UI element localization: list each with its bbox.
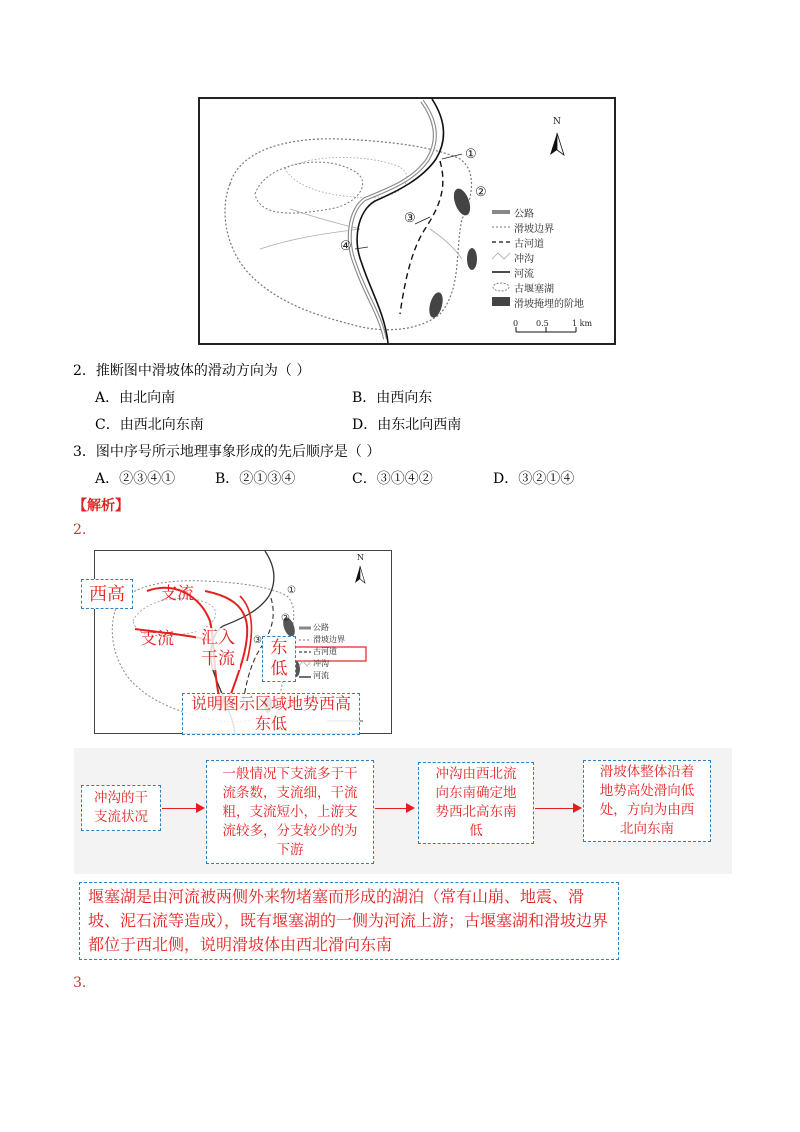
landslide-map xyxy=(198,97,616,345)
q2-option-b: B．由西向东 xyxy=(352,390,433,406)
flow-step-1: 冲沟的干支流状况 xyxy=(81,785,161,831)
q3-option-a: A．②③④① xyxy=(95,471,176,487)
marker-3: ③ xyxy=(404,211,416,226)
north-label-2: N xyxy=(357,553,364,562)
scale-1km: 1 km xyxy=(572,319,593,328)
flow-arrow-1 xyxy=(162,808,198,809)
legend2-road: 公路 xyxy=(313,623,329,632)
annot-tributary-2: 支流 xyxy=(140,629,174,649)
q3-stem: 3．图中序号所示地理事象形成的先后顺序是（ ） xyxy=(73,444,381,460)
q2-option-c: C．由西北向东南 xyxy=(95,417,204,433)
north-label: N xyxy=(553,117,561,127)
legend-landslide-boundary: 滑坡边界 xyxy=(514,224,554,235)
flow-arrowhead-2 xyxy=(406,803,415,813)
buried-terrace xyxy=(467,248,477,270)
gully xyxy=(430,229,462,259)
scale-half: 0.5 xyxy=(536,319,549,328)
marker-1: ① xyxy=(465,147,477,162)
flow-arrow-2 xyxy=(375,808,408,809)
legend2-river: 河流 xyxy=(313,671,329,680)
q2-stem: 2．推断图中滑坡体的滑动方向为（ ） xyxy=(73,363,311,379)
analysis-label: 【解析】 xyxy=(73,498,129,514)
annot-join-main: 汇入干流 xyxy=(196,628,240,670)
legend-river: 河流 xyxy=(514,269,534,280)
annot-conclusion: 说明图示区域地势西高东低 xyxy=(182,693,360,735)
annot-east-low: 东低 xyxy=(262,636,296,682)
legend-road: 公路 xyxy=(514,209,534,220)
answer-2-number: 2. xyxy=(73,522,87,538)
legend-ancient-channel: 古河道 xyxy=(514,239,544,250)
legend2-landslide-boundary: 滑坡边界 xyxy=(313,635,345,644)
annot-tributary-1: 支流 xyxy=(160,584,194,604)
road xyxy=(350,101,435,339)
marker2-2: ② xyxy=(281,613,290,624)
legend-dammed-lake: 古堰塞湖 xyxy=(514,284,554,295)
answer-3-number: 3. xyxy=(73,975,87,991)
dammed-lake-note: 堰塞湖是由河流被两侧外来物堵塞而形成的湖泊（常有山崩、地震、滑坡、泥石流等造成），既有堰塞湖的一侧为河流上游；古堰塞湖和滑坡边界都位于西北侧，说明滑坡体由西北滑向东南 xyxy=(79,882,619,960)
legend2-gully: 冲沟 xyxy=(313,659,329,668)
legend-gully: 冲沟 xyxy=(514,254,534,265)
flow-step-2: 一般情况下支流多于干流条数，支流细，干流粗，支流短小，上游支流较多，分支较少的为下游 xyxy=(206,760,374,864)
q3-option-d: D．③②①④ xyxy=(493,471,575,487)
q3-option-c: C．③①④② xyxy=(352,471,433,487)
flow-arrowhead-3 xyxy=(573,803,582,813)
q2-option-d: D．由东北向西南 xyxy=(352,417,462,433)
flow-arrowhead-1 xyxy=(196,803,205,813)
flow-arrow-3 xyxy=(535,808,575,809)
marker-4: ④ xyxy=(340,239,352,254)
scale-0: 0 xyxy=(513,319,519,328)
flow-step-3: 冲沟由西北流向东南确定地势西北高东南低 xyxy=(418,762,534,844)
q2-option-a: A．由北向南 xyxy=(95,390,176,406)
marker2-1: ① xyxy=(287,585,296,596)
flow-step-4: 滑坡体整体沿着地势高处滑向低处，方向为由西北向东南 xyxy=(583,760,711,842)
road-inner xyxy=(350,101,435,339)
legend-buried-terrace: 滑坡掩埋的阶地 xyxy=(514,299,584,310)
ancient-river-channel xyxy=(400,161,443,314)
north-arrow-icon xyxy=(550,133,557,155)
annot-west-high: 西高 xyxy=(81,579,133,609)
buried-terrace xyxy=(451,186,474,217)
marker2-3: ③ xyxy=(253,635,262,646)
marker-2: ② xyxy=(475,185,487,200)
buried-terrace xyxy=(427,291,445,319)
red-gully-line xyxy=(240,596,251,661)
legend2-ancient-channel: 古河道 xyxy=(313,647,337,656)
q3-option-b: B．②①③④ xyxy=(215,471,296,487)
